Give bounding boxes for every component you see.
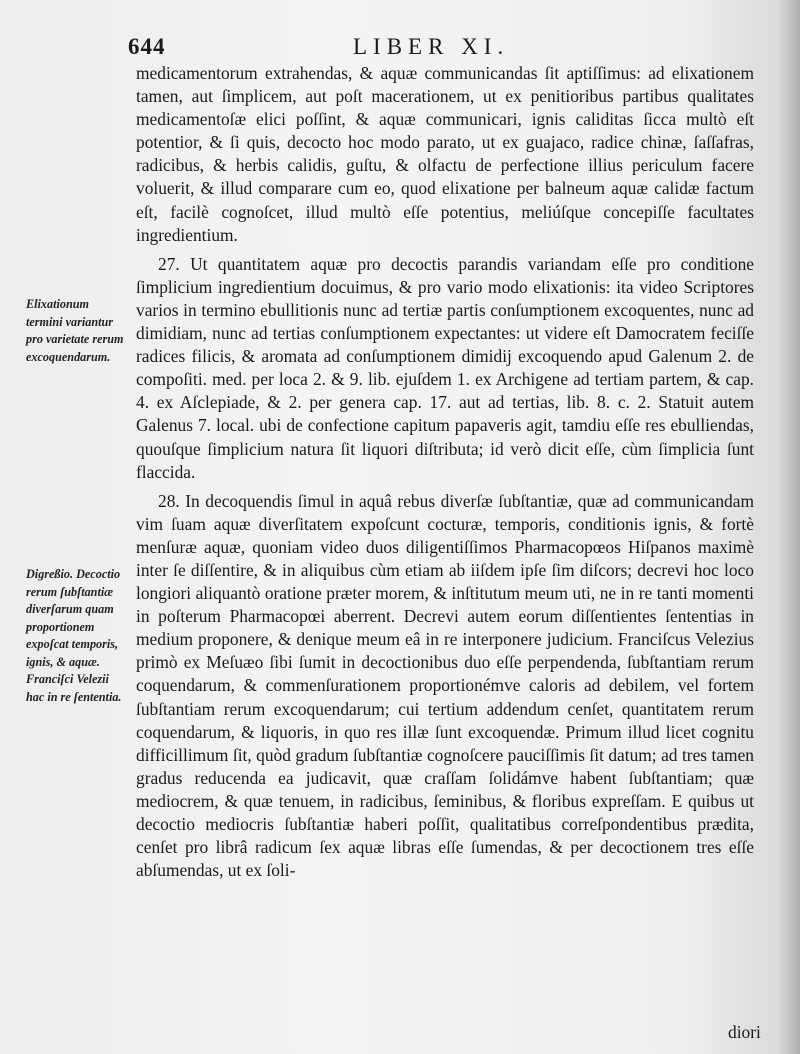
main-text <box>136 62 754 882</box>
running-title: LIBER XI. <box>353 34 510 59</box>
catchword: diori <box>728 1022 761 1042</box>
margin-note-elixation-terms: Elixationum termini variantur pro varietate rerum excoquendarum. <box>26 297 124 364</box>
paragraph-28: 28. In decoquendis ſimul in aquâ rebus diverſæ ſubſtantiæ, quæ ad communicandam vim ſuam aquæ diverſitatem expoſcunt cocturæ, temporis, conditionis ignis, & fortè menſuræ aquæ, quoniam video duos diligentiſſimos Pharmacopœos Hiſpanos maximè inter ſe diſſentire, & in aliquibus cùm etiam ab iiſdem ipſe ſim diſcors; decrevi hoc loco longiori aliquantò oratione præter morem, & inſtitutum meum uti, ne in re tanti momenti in poſterum Pharmacopœi aberrent. Decrevi autem eorum diſſentientes ſententias in medium proponere, & denique meum eâ in re interponere judicium. Franciſcus Velezius primò ex Meſuæo ſibi ſumit in decoctionibus duo eſſe perpendenda, ſubſtantiam rerum coquendarum, & commenſurationem proportionémve caloris ad debilem, vel fortem ſubſtantiam rerum excoquendarum; cui tertium addendum cenſet, quantitatem rerum coquendarum, & liquoris, in quo res illæ ſunt excoquendæ. Primum illud licet cognitu difficillimum ſit, quòd gradum ſubſtantiæ cognoſcere pauciſſimis ſit datum; ad tres tamen gradus reducenda ea judicavit, quæ craſſam ſolidámve habent ſubſtantiam; quæ mediocrem, & quæ tenuem, in radicibus, ſeminibus, & floribus expreſſam. E quibus ut decoctio mediocris ſubſtantiæ haberi poſſit, qualitatibus correſpondentibus prædita, cenſet pro librâ radicum ſex aquæ libras eſſe ſumendas, & per decoctionem tres eſſe abſumendas, ut ex ſoli- <box>136 490 754 881</box>
paragraph-continuation: medicamentorum extrahendas, & aquæ communicandas ſit aptiſſimus: ad elixationem tamen, aut ſimplicem, aut poſt macerationem, ut ex penitioribus partibus qualitates medicamentoſæ elici poſſint, & aquæ communicari, ignis caliditas ſicca multò eſt potentior, & ſi quis, decocto hoc modo parato, ut ex guajaco, radice chinæ, ſaſſafras, radicibus, & herbis calidis, guſtu, & olfactu de perfectione illius periculum facere voluerit, & illud comparare cum eo, quod elixatione per balneum aquæ calidæ factum eſt, facilè cognoſcet, illud multò eſſe potentius, meliúſque concepiſſe facultates ingredientium. <box>136 63 754 245</box>
margin-note-digression: Digreßio. Decoctio rerum ſubſtantiæ diverſarum quam proportionem expoſcat temporis, ignis, & aquæ. Franciſci Velezii hac in re ſententia. <box>26 567 122 704</box>
page-edge-shadow <box>778 0 800 1054</box>
page-number: 644 <box>128 34 166 59</box>
paragraph-27: 27. Ut quantitatem aquæ pro decoctis parandis variandam eſſe pro conditione ſimplicium ingredientium docuimus, & pro vario modo elixationis: ita video Scriptores varios in termino ebullitionis nunc ad tertiæ partis conſumptionem excoquentes, nunc ad dimidiam, nunc ad tertias conſumptionem expectantes: ut videre eſt Damocratem feciſſe radices filicis, & aromata ad conſumptionem dimidij excoquendo apud Galenum 2. de compoſiti. med. per loca 2. & 9. lib. ejuſdem 1. ex Archigene ad tertiam partem, & cap. 4. ex Aſclepiade, & 2. per genera cap. 17. aut ad tertias, lib. 8. c. 2. Statuit autem Galenus 7. local. ubi de confectione capitum papaveris agit, tamdiu eſſe res ebulliendas, quouſque ſimplicium natura ſit liquori diſtributa; id verò dicit eſſe, cùm ſimplicia ſunt flaccida. <box>136 253 754 482</box>
